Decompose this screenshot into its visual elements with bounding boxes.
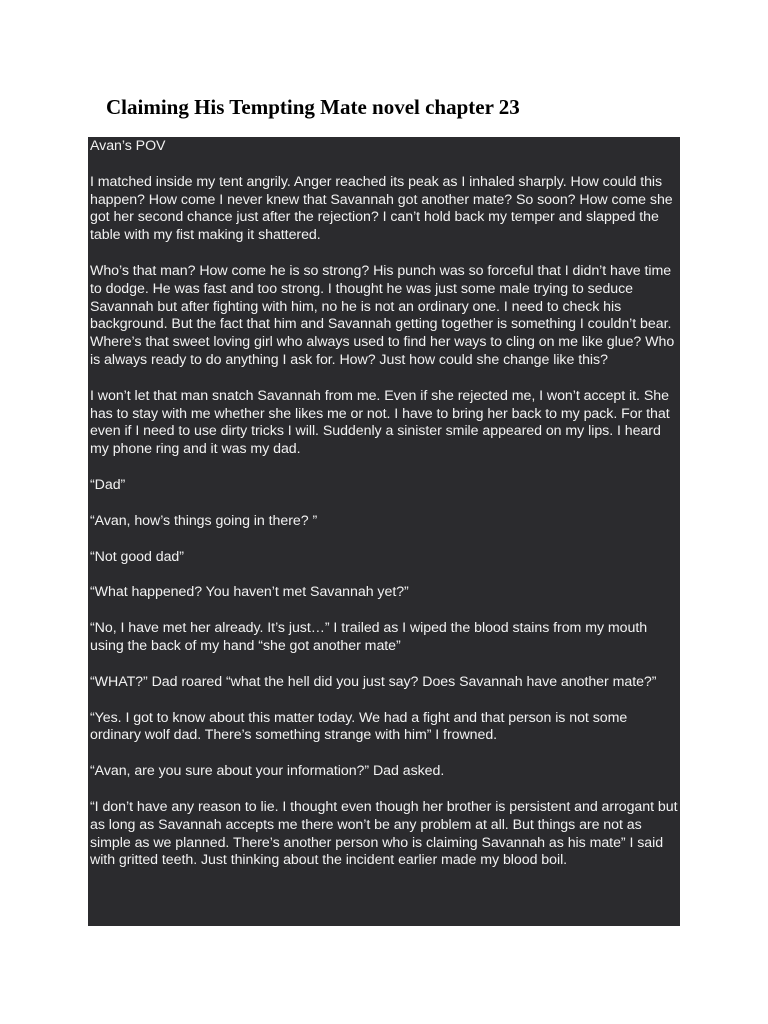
paragraph-pov-heading: Avan’s POV: [90, 138, 166, 154]
paragraph-dialogue: “Yes. I got to know about this matter today. We had a fight and that person is not some ordinary wolf dad. There’s something strange with him” I frowned.: [90, 709, 628, 744]
paragraph-dialogue: “No, I have met her already. It’s just…” I trailed as I wiped the blood stains from my mouth using the back of my hand “she got another mate”: [90, 620, 648, 654]
paragraph: Who’s that man? How come he is so strong? His punch was so forceful that I didn’t have time to dodge. He was fast and too strong. I thought he was just some male trying to seduce Savannah but after fighting with him, no he is not an ordinary one. I need to check his background. But the fact that him and Savannah getting together is something I couldn’t bear. Where’s that sweet loving girl who always used to find her ways to cling on me like glue? Who is always ready to do anything I ask for. How? Just how could she change like this?: [90, 262, 675, 368]
paragraph: I matched inside my tent angrily. Anger reached its peak as I inhaled sharply. How could this happen? How come I never knew that Savannah got another mate? So soon? How come she got her second chance just after the rejection? I can’t hold back my temper and slapped the table with my fist making it shattered.: [90, 173, 673, 244]
paragraph-dialogue: “Dad”: [90, 476, 126, 493]
paragraph-dialogue: “I don’t have any reason to lie. I thought even though her brother is persistent and arrogant but as long as Savannah accepts me there won’t be any problem at all. But things are not as simple as we planned. There’s another person who is claiming Savannah as his mate” I said with gritted teeth. Just thinking about the incident earlier made my blood boil.: [90, 798, 678, 869]
page-title: Claiming His Tempting Mate novel chapter 23: [106, 95, 520, 119]
paragraph-dialogue: “Avan, how’s things going in there? ”: [90, 512, 318, 529]
paragraph: I won’t let that man snatch Savannah from me. Even if she rejected me, I won’t accept it. She has to stay with me whether she likes me or not. I have to bring her back to my pack. For that even if I need to use dirty tricks I will. Suddenly a sinister smile appeared on my lips. I heard my phone ring and it was my dad.: [90, 387, 670, 458]
paragraph-dialogue: “WHAT?” Dad roared “what the hell did you just say? Does Savannah have another mate?”: [90, 673, 657, 690]
chapter-text-box: [88, 137, 680, 926]
paragraph-dialogue: “Avan, are you sure about your information?” Dad asked.: [90, 763, 445, 780]
paragraph-dialogue: “What happened? You haven’t met Savannah yet?”: [90, 584, 409, 601]
paragraph-dialogue: “Not good dad”: [90, 548, 184, 565]
